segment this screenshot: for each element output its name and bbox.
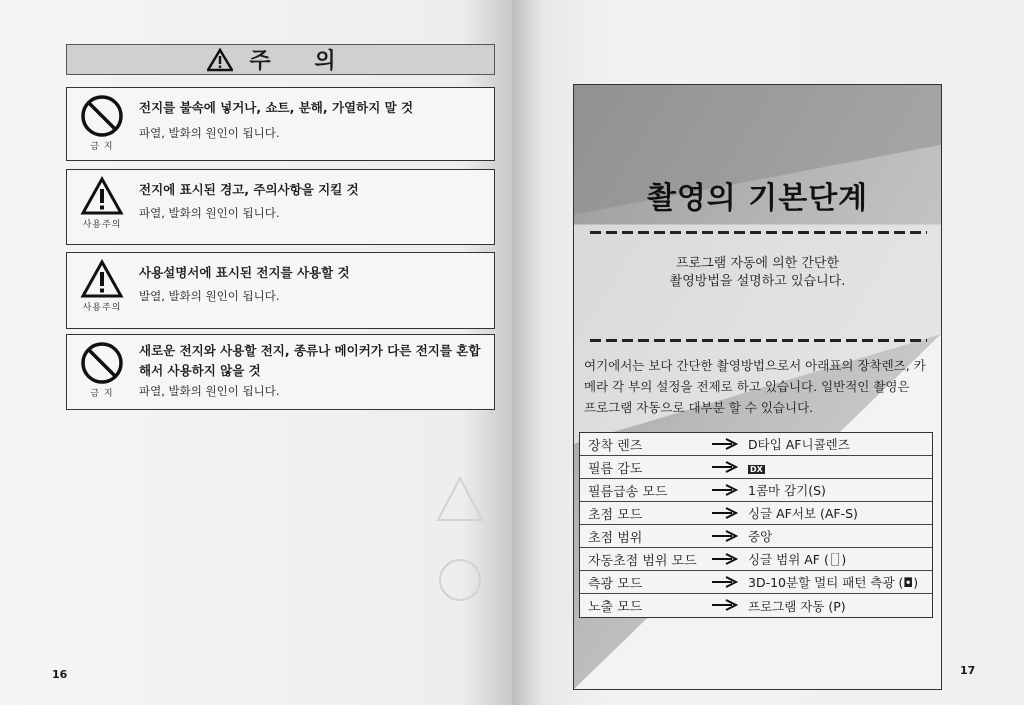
page-number-left: 16 <box>52 668 68 681</box>
table-row <box>580 548 932 571</box>
table-row <box>580 571 932 594</box>
bleed-through-shapes <box>430 470 490 640</box>
spec-label: 초점 범위 <box>588 530 643 546</box>
dashed-divider-bottom <box>590 339 927 342</box>
spec-label: 필름급송 모드 <box>588 484 668 500</box>
spec-label: 장착 렌즈 <box>588 438 643 454</box>
sub-heading-line-2: 촬영방법을 설명하고 있습니다. <box>669 274 846 289</box>
spec-value: 3D-10분할 멀티 패턴 측광 (◘) <box>748 575 919 590</box>
arrow-right-icon <box>700 481 748 500</box>
caution-icon <box>80 176 124 216</box>
spec-value: 1콤마 감기(S) <box>748 483 826 498</box>
arrow-right-icon <box>700 550 748 569</box>
table-row <box>580 433 932 456</box>
arrow-right-icon <box>700 435 748 454</box>
main-heading: 촬영의 기본단계 <box>646 181 869 216</box>
arrow-right-icon <box>700 527 748 546</box>
arrow-right-icon <box>700 573 748 592</box>
arrow-right-icon <box>700 458 748 477</box>
warning-4-symbol <box>79 341 125 399</box>
table-row <box>580 525 932 548</box>
body-line-1: 여기에서는 보다 간단한 촬영방법으로서 아래표의 장착렌즈, 카 <box>584 358 926 373</box>
table-row <box>580 479 932 502</box>
warning-box-3 <box>66 252 495 329</box>
settings-table <box>579 432 933 618</box>
spec-value <box>748 460 932 475</box>
warning-4-desc: 파열, 발화의 원인이 됩니다. <box>139 384 280 398</box>
prohibited-icon <box>80 341 124 385</box>
dx-mark: DX <box>750 464 763 474</box>
warning-3-title: 사용설명서에 표시된 전지를 사용할 것 <box>139 265 350 280</box>
arrow-right-icon <box>700 504 748 523</box>
body-line-2: 메라 각 부의 설정을 전제로 하고 있습니다. 일반적인 촬영은 <box>584 379 910 394</box>
body-text <box>584 355 934 418</box>
warning-2-desc: 파열, 발화의 원인이 됩니다. <box>139 206 280 220</box>
warning-2-icon-label: 사용주의 <box>82 220 122 230</box>
warning-box-1 <box>66 87 495 161</box>
caution-icon <box>80 259 124 299</box>
warning-1-desc: 파열, 발화의 원인이 됩니다. <box>139 126 280 140</box>
table-row <box>580 456 932 479</box>
sub-heading-line-1: 프로그램 자동에 의한 간단한 <box>675 256 840 271</box>
warning-1-icon-label: 금 지 <box>90 142 114 152</box>
sub-heading <box>574 255 941 291</box>
body-line-3: 프로그램 자동으로 대부분 할 수 있습니다. <box>584 400 814 415</box>
warning-1-title: 전지를 불속에 넣거나, 쇼트, 분해, 가열하지 말 것 <box>139 100 414 115</box>
spec-label: 필름 감도 <box>588 461 643 477</box>
spec-label: 자동초점 범위 모드 <box>588 553 697 569</box>
spec-value: 중앙 <box>748 529 773 544</box>
warning-triangle-icon <box>207 48 233 72</box>
warning-3-symbol <box>79 259 125 313</box>
caution-title: 주 의 <box>249 49 354 74</box>
spec-label: 초점 모드 <box>588 507 643 523</box>
spec-value: 싱글 범위 AF (［］) <box>748 552 847 567</box>
warning-box-4 <box>66 334 495 410</box>
table-row <box>580 594 932 617</box>
prohibited-icon <box>80 94 124 138</box>
spec-value: D타입 AF니콜렌즈 <box>748 437 850 452</box>
page-number-right: 17 <box>960 664 976 677</box>
warning-4-icon-label: 금 지 <box>90 389 114 399</box>
arrow-right-icon <box>700 596 748 615</box>
warning-3-desc: 발열, 발화의 원인이 됩니다. <box>139 289 280 303</box>
caution-title-bar <box>66 44 495 75</box>
warning-2-title: 전지에 표시된 경고, 주의사항을 지킬 것 <box>139 182 359 197</box>
warning-2-symbol <box>79 176 125 230</box>
basic-steps-frame <box>573 84 942 690</box>
warning-4-title: 새로운 전지와 사용할 전지, 종류나 메이커가 다른 전지를 혼합해서 사용하지 않을 것 <box>139 343 481 378</box>
spec-label: 측광 모드 <box>588 576 643 592</box>
spec-value: 싱글 AF서보 (AF-S) <box>748 506 858 521</box>
warning-3-icon-label: 사용주의 <box>82 303 122 313</box>
warning-1-symbol <box>79 94 125 152</box>
spec-value: 프로그램 자동 (P) <box>748 598 846 614</box>
spec-label: 노출 모드 <box>588 600 643 615</box>
table-row <box>580 502 932 525</box>
dashed-divider-top <box>590 231 927 234</box>
warning-box-2 <box>66 169 495 245</box>
